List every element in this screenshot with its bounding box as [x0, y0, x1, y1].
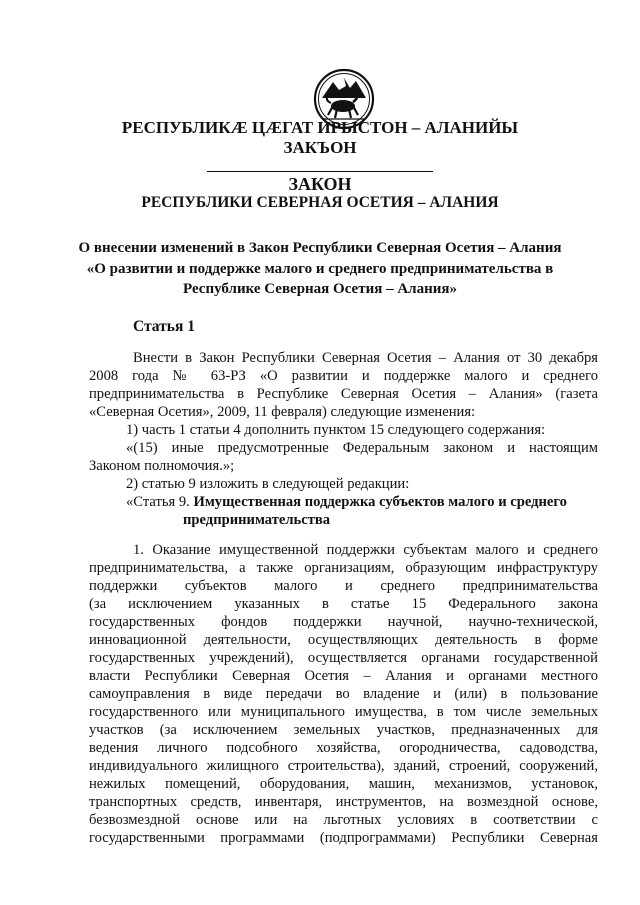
- body-line: «(15) иные предусмотренные Федеральным законом и настоящим: [126, 440, 598, 456]
- body-line: безвозмездной основе или на льготных условиях в соответствии с: [89, 812, 598, 828]
- body-line: государственных фондов поддержки научной, научно-технической,: [89, 614, 598, 630]
- body-line: ведения личного подсобного хозяйства, огородничества, садоводства,: [89, 740, 598, 756]
- header-divider: [207, 171, 433, 172]
- body-line: «Северная Осетия», 2009, 11 февраля) следующие изменения:: [89, 404, 476, 420]
- article9-prefix: «Статья 9.: [126, 494, 190, 510]
- body-line: предпринимательства, а также организациям, образующим инфраструктуру: [89, 560, 598, 576]
- body-line: государственных учреждений), осуществляется органами государственной: [89, 650, 598, 666]
- body-line: самоуправления в виде передачи во владение и (или) в пользование: [89, 686, 598, 702]
- article9-heading: [126, 493, 598, 511]
- body-line: нежилых помещений, оборудования, машин, механизмов, установок,: [89, 776, 598, 792]
- ossetian-header-line1: РЕСПУБЛИКӔ ЦӔГАТ ИРЫСТОН – АЛАНИЙЫ: [121, 118, 519, 137]
- law-title-line2: «О развитии и поддержке малого и среднего предпринимательства в: [86, 261, 554, 277]
- body-line: Законом полномочия.»;: [89, 458, 235, 474]
- body-line: 1) часть 1 статьи 4 дополнить пунктом 15 следующего содержания:: [126, 422, 546, 438]
- body-line: 2008 года № 63-РЗ «О развитии и поддержке малого и среднего: [89, 368, 598, 384]
- body-line: предпринимательства в Республике Северная Осетия – Алания» (газета: [89, 386, 598, 402]
- body-line: 2) статью 9 изложить в следующей редакции:: [126, 476, 410, 492]
- body-line: власти Республики Северная Осетия – Алания и органами местного: [89, 668, 598, 684]
- body-line: транспортных средств, инвентаря, инструментов, на возмездной основе,: [89, 794, 598, 810]
- body-line: участков (за исключением земельных участков, предназначенных для: [89, 722, 598, 738]
- body-line: государственными программами (подпрограммами) Республики Северная: [89, 830, 598, 846]
- body-line: 1. Оказание имущественной поддержки субъектам малого и среднего: [133, 542, 598, 558]
- article9-title-cont: предпринимательства: [183, 512, 331, 528]
- body-line: (за исключением указанных в статье 15 Федерального закона: [89, 596, 598, 612]
- article-heading: Статья 1: [133, 318, 195, 335]
- body-line: инновационной деятельности, осуществляющих деятельность в форме: [89, 632, 598, 648]
- body-line: поддержки субъектов малого и среднего предпринимательства: [89, 578, 598, 594]
- russian-header-line2: РЕСПУБЛИКИ СЕВЕРНАЯ ОСЕТИЯ – АЛАНИЯ: [141, 194, 499, 211]
- russian-header-line1: ЗАКОН: [288, 174, 352, 194]
- law-title-line3: Республике Северная Осетия – Алания»: [183, 281, 457, 297]
- body-line: индивидуального жилищного строительства), зданий, строений, сооружений,: [89, 758, 598, 774]
- body-line: государственного или муниципального имущества, в том числе земельных: [89, 704, 598, 720]
- law-title-line1: О внесении изменений в Закон Республики Северная Осетия – Алания: [78, 240, 562, 256]
- article9-title: Имущественная поддержка субъектов малого и среднего: [193, 494, 567, 510]
- body-line: Внести в Закон Республики Северная Осетия – Алания от 30 декабря: [133, 350, 598, 366]
- ossetian-header-line2: ЗАКЪОН: [283, 138, 357, 157]
